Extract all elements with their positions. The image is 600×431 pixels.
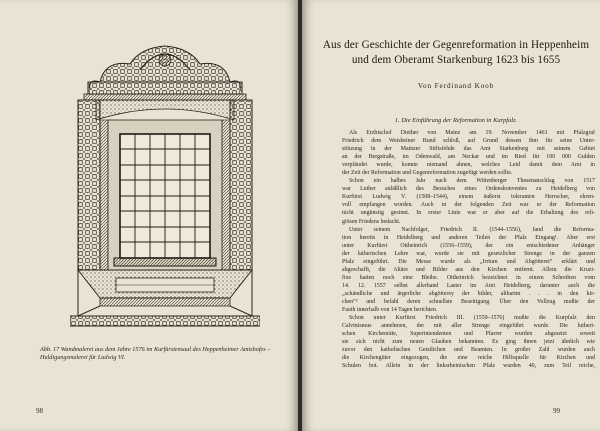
text-line: Schon unter Kurfürst Friedrich III. (1559–1576) mußte die Kurpfalz den <box>349 315 595 322</box>
text-line: Als Erzbischof Diether von Mainz am 19. November 1461 mit Pfalzgraf <box>349 130 595 136</box>
text-line: fixe hatten noch eine Bleibe. Ottheinrich bezeichnet in einem Schreiben vom <box>342 274 595 281</box>
title-line-2: und dem Oberamt Starkenburg 1623 bis 1655 <box>351 54 561 66</box>
text-line: schen Kirchenräte, Superintendenten und Pfarrer wurden abgesetzt soweit <box>342 331 595 338</box>
text-line: an der Bergstraße, im Odenwald, am Neckar und im Ried für 100 000 Gulden <box>342 154 595 161</box>
title-line-1: Aus der Geschichte der Gegenreformation in Heppenheim <box>322 39 590 51</box>
text-line: sie sich nicht zum neuen Glauben bekannten. Es ging ihnen jetzt ähnlich wie <box>342 339 595 346</box>
text-line: zuvor den katholischen Geistlichen und Beamten. In großer Zahl wurden auch <box>342 347 595 354</box>
text-line: 14. 12. 1557 selbst allerhand Laster im Amt Heidelberg, darunter auch die <box>342 282 595 289</box>
text-line: giösen Friedens bedacht. <box>342 218 401 225</box>
text-line: abgeschafft, die Altäre und Bilder aus den Kirchen entfernt. Allein die Kruzi- <box>342 266 595 273</box>
text-line: war Luther anläßlich des Besuches eines Ordenskonventes zu Heidelberg von <box>342 186 595 193</box>
text-line: Pfalz eingeführt. Die Messe wurde als „Irrtum und Abgötterei“ erklärt und <box>342 258 595 265</box>
text-line: voll empfangen worden. Auch in der folgenden Zeit war er der Reformation <box>342 202 595 209</box>
text-line: unter Kurfürst Ottheinrich (1556–1559), der ein entschiedener Anhänger <box>342 242 595 249</box>
section-heading: 1. Die Einführung der Reformation in Kurpfalz. <box>394 117 518 124</box>
text-line: Unter seinem Nachfolger, Friedrich II. (1544–1556), fand die Reforma- <box>349 226 595 233</box>
text-line: Schulen bot. Allein in der linksrheinischen Pfalz wurden 40, zum Teil reiche, <box>342 363 595 370</box>
text-line: der Zeit der Reformation und Gegenreformation zugefügt werden sollte. <box>342 170 513 177</box>
text-line: Calvinismus annehmen, der mit aller Strenge eingeführt wurde. Die lutheri- <box>342 323 595 330</box>
page-number: 98 <box>36 407 43 415</box>
text-line: verpfändet wurde, konnte niemand ahnen, welches Leid damit dem Amt in <box>342 162 595 169</box>
text-line: der lutherischen Lehre war, wurde sie mit gesetzlicher Strenge in der ganzen <box>342 250 595 257</box>
text-line: Friedrich dem Weisbeiner Bund schloß, auf Grund dessen ihm für seine Unter- <box>342 138 595 145</box>
text-line: Fauth innerhalb von 14 Tagen berichten. <box>342 307 438 314</box>
text-line: Kurfürst Ludwig V. (1508–1544), einem äußerst toleranten Herrscher, ehren- <box>342 194 595 201</box>
text-line: nicht ungünstig gesinnt. In erster Linie war er aber auf die Erhaltung des reli- <box>342 210 595 217</box>
body-text <box>342 129 595 370</box>
text-line: Schon ein halbes Jahr nach dem Wittenberger Thesenanschlag von 1517 <box>349 178 595 185</box>
article-title <box>316 38 596 68</box>
text-line: „schändliche und ärgerliche abgötterey der bilder, altharim . . . in den kir- <box>342 290 595 297</box>
window-mural-illustration <box>70 40 260 330</box>
author-byline: Von Ferdinand Koob <box>417 82 495 90</box>
text-line: die Kirchengüter eingezogen, die eine reiche Hilfsquelle für Kirchen und <box>342 355 595 362</box>
page-number: 99 <box>553 407 560 415</box>
text-line: chen“² und befahl deren schnellste Beseitigung. Über den Vollzug mußte der <box>342 298 595 305</box>
text-line: tion bereits in Heidelberg und anderen Teilen der Pfalz Eingang¹. Aber erst <box>342 234 595 241</box>
figure-caption: Abb. 17 Wandmalerei aus dem Jahre 1576 im Kurfürstensaal des Heppenheimer Amtshofes – Huldigungsmalerei für Ludwig VI. <box>40 346 271 361</box>
right-page <box>302 0 600 431</box>
text-line: stützung in der Mainzer Stiftsfehde das Amt Starkenburg mit seinem Gebiet <box>342 146 595 153</box>
left-page <box>0 0 298 431</box>
